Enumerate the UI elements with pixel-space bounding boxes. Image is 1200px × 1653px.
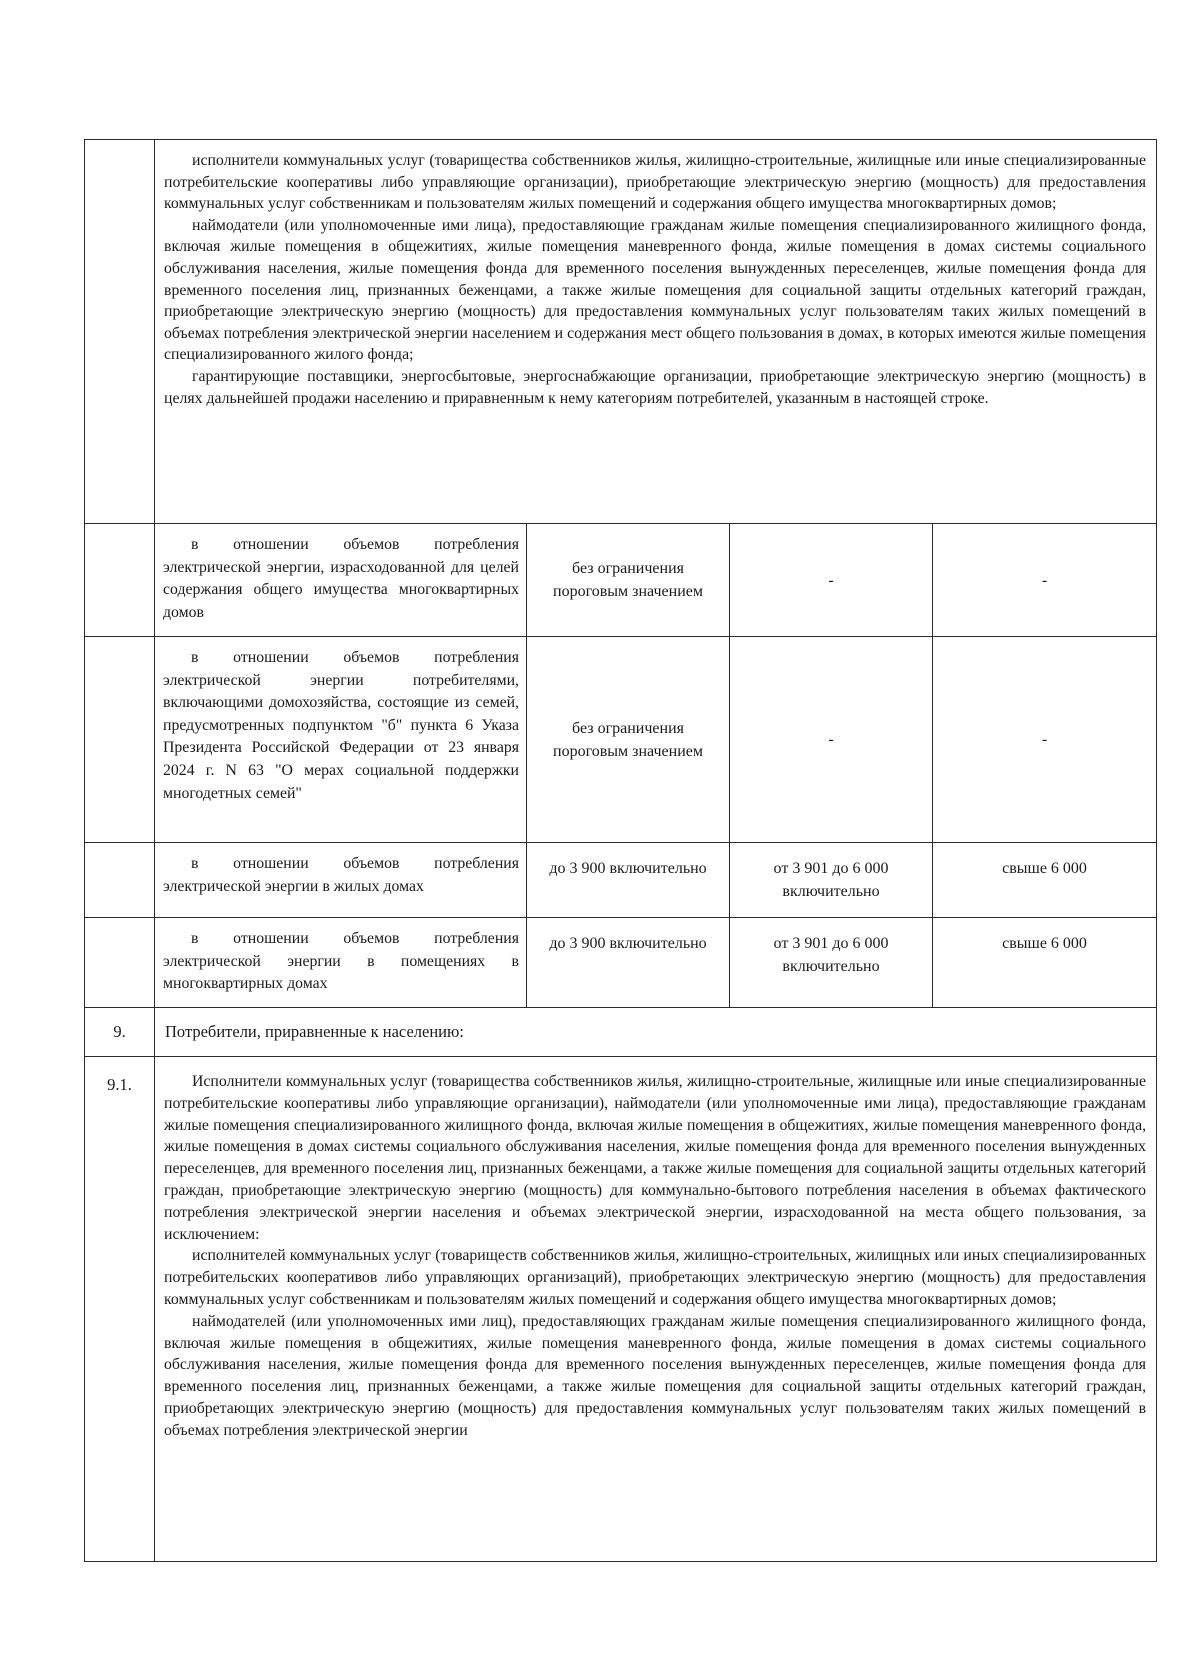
table-row — [85, 918, 1157, 1008]
paragraph: наймодатели (или уполномоченные ими лица), предоставляющие гражданам жилые помещения специализированного жилищного фонда, включая жилые помещения в общежитиях, жилые помещения маневренного фонда, жилые помещения в домах системы социального обслуживания населения, жилые помещения фонда для временного поселения вынужденных переселенцев, жилые помещения фонда для временного поселения лиц, признанных беженцами, а также жилые помещения для социальной защиты отдельных категорий граждан, приобретающие электрическую энергию (мощность) для предоставления коммунальных услуг пользователям таких жилых помещений в объемах потребления электрической энергии населением и содержания мест общего пользования в домах, в которых имеются жилые помещения специализированного жилого фонда; — [164, 216, 1147, 364]
range-cell-3: свыше 6 000 — [933, 843, 1157, 918]
paragraph: гарантирующие поставщики, энергосбытовые, энергоснабжающие организации, приобретающие электрическую энергию (мощность) в целях дальнейшей продажи населению и приравненным к нему категориям потребителей, указанным в настоящей строке. — [164, 367, 1147, 407]
paragraph: наймодателей (или уполномоченных ими лиц), предоставляющих гражданам жилые помещения специализированного жилищного фонда, включая жилые помещения в общежитиях, жилые помещения маневренного фонда, жилые помещения в домах системы социального обслуживания населения, жилые помещения фонда для временного поселения вынужденных переселенцев, жилые помещения фонда для временного поселения лиц, признанных беженцами, а также жилые помещения для социальной защиты отдельных категорий граждан, приобретающих электрическую энергию (мощность) для предоставления коммунальных услуг пользователям таких жилых помещений в объемах потребления электрической энергии — [164, 1312, 1147, 1439]
table-row — [85, 1008, 1157, 1057]
condition-text: в отношении объемов потребления электрической энергии потребителями, включающими домохозяйства, состоящие из семей, предусмотренных подпунктом "б" пункта 6 Указа Президента Российской Федерации от 23 января 2024 г. N 63 "О мерах социальной поддержки многодетных семей" — [163, 649, 519, 802]
range-cell-1: без ограничения пороговым значением — [527, 524, 730, 637]
row-number-cell — [85, 140, 155, 524]
section-body — [155, 1057, 1157, 1562]
range-cell-3: - — [933, 637, 1157, 843]
condition-cell — [155, 524, 527, 637]
row-number-cell — [85, 524, 155, 637]
condition-cell — [155, 843, 527, 918]
tariff-table — [84, 139, 1157, 1562]
table-row — [85, 1057, 1157, 1562]
paragraph: Исполнители коммунальных услуг (товарищества собственников жилья, жилищно-строительные, жилищные или иные специализированные потребительские кооперативы либо управляющие организации), наймодатели (или уполномоченные ими лица), предоставляющие гражданам жилые помещения специализированного жилищного фонда, включая жилые помещения в общежитиях, жилые помещения маневренного фонда, жилые помещения в домах системы социального обслуживания населения, жилые помещения фонда для временного поселения вынужденных переселенцев, для временного поселения лиц, признанных беженцами, а также жилые помещения для социальной защиты отдельных категорий граждан, приобретающие электрическую энергию (мощность) для коммунально-бытового потребления населения в объемах фактического потребления электрической энергии населения и объемах электрической энергии, израсходованной на места общего пользования, за исключением: — [164, 1073, 1147, 1243]
paragraph: исполнителей коммунальных услуг (товариществ собственников жилья, жилищно-строительных, жилищных или иных специализированных потребительских кооперативов либо управляющих организаций), приобретающих электрическую энергию (мощность) для предоставления коммунальных услуг собственникам и пользователям жилых помещений и содержания общего имущества многоквартирных домов; — [164, 1247, 1147, 1308]
table-row — [85, 524, 1157, 637]
row-number-cell — [85, 637, 155, 843]
section-title: Потребители, приравненные к населению: — [155, 1008, 1157, 1057]
condition-cell — [155, 918, 527, 1008]
range-cell-2: от 3 901 до 6 000 включительно — [730, 843, 933, 918]
range-cell-2: - — [730, 524, 933, 637]
range-cell-1: до 3 900 включительно — [527, 843, 730, 918]
range-cell-2: от 3 901 до 6 000 включительно — [730, 918, 933, 1008]
row-number-cell — [85, 918, 155, 1008]
condition-text: в отношении объемов потребления электрической энергии в помещениях в многоквартирных домах — [163, 930, 519, 993]
range-cell-3: свыше 6 000 — [933, 918, 1157, 1008]
condition-text: в отношении объемов потребления электрической энергии, израсходованной для целей содержания общего имущества многоквартирных домов — [163, 536, 519, 621]
consumer-description-cell — [155, 140, 1157, 524]
range-cell-1: до 3 900 включительно — [527, 918, 730, 1008]
condition-cell — [155, 637, 527, 843]
range-cell-2: - — [730, 637, 933, 843]
section-number: 9.1. — [85, 1057, 155, 1562]
range-cell-3: - — [933, 524, 1157, 637]
section-number: 9. — [85, 1008, 155, 1057]
condition-text: в отношении объемов потребления электрической энергии в жилых домах — [163, 855, 519, 895]
range-cell-1: без ограничения пороговым значением — [527, 637, 730, 843]
table-row — [85, 843, 1157, 918]
table-row — [85, 637, 1157, 843]
row-number-cell — [85, 843, 155, 918]
paragraph: исполнители коммунальных услуг (товарищества собственников жилья, жилищно-строительные, жилищные или иные специализированные потребительские кооперативы либо управляющие организации), приобретающие электрическую энергию (мощность) для предоставления коммунальных услуг собственникам и пользователям жилых помещений и содержания общего имущества многоквартирных домов; — [164, 152, 1147, 213]
table-row — [85, 140, 1157, 524]
